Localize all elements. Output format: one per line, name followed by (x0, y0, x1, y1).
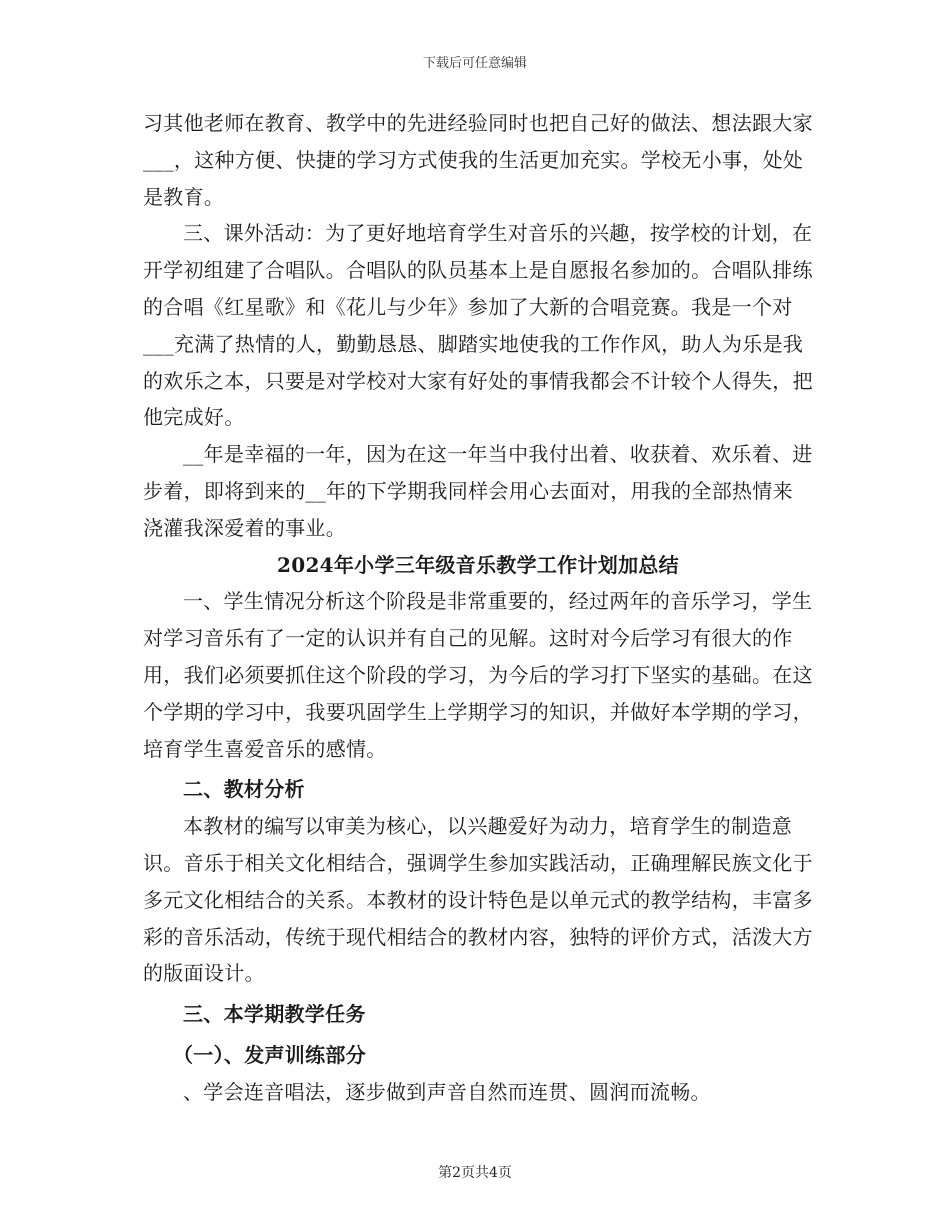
subheading-vocal-training: （一）、发声训练部分 (173, 1042, 366, 1067)
paragraph-textbook-analysis: 本教材的编写以审美为核心，以兴趣爱好为动力，培育学生的制造意识。音乐于相关文化相结合，强调学生参加实践活动，正确理解民族文化于多元文化相结合的关系。本教材的设计特色是以单元式的教学结构，丰富多彩的音乐活动，传统于现代相结合的教材内容，独特的评价方式，活泼大方的版面设计。 (143, 814, 813, 986)
paragraph-legato-singing: 、学会连音唱法，逐步做到声音自然而连贯、圆润而流畅。 (183, 1079, 711, 1104)
paragraph-extracurricular: 三、课外活动：为了更好地培育学生对音乐的兴趣，按学校的计划，在开学初组建了合唱队。合唱队的队员基本上是自愿报名参加的。合唱队排练的合唱《红星歌》和《花儿与少年》参加了大新的合唱竞赛。我是一个对___充满了热情的人，勤勤恳恳、脚踏实地使我的工作作风，助人为乐是我的欢乐之本，只要是对学校对大家有好处的事情我都会不计较个人得失，把他完成好。 (143, 221, 813, 430)
page-footer: 第2页共4页 (438, 1165, 512, 1181)
page-header: 下载后可任意编辑 (422, 56, 527, 71)
document-body (143, 105, 813, 1111)
heading-textbook-analysis: 二、教材分析 (183, 777, 305, 802)
paragraph-year-summary: __年是幸福的一年，因为在这一年当中我付出着、收获着、欢乐着、进步着，即将到来的__年的下学期我同样会用心去面对，用我的全部热情来浇灌我深爱着的事业。 (143, 442, 813, 540)
paragraph-continuation: 习其他老师在教育、教学中的先进经验同时也把自己好的做法、想法跟大家___，这种方便、快捷的学习方式使我的生活更加充实。学校无小事，处处是教育。 (143, 111, 813, 209)
heading-teaching-tasks: 三、本学期教学任务 (183, 1002, 366, 1027)
document-title: 2024年小学三年级音乐教学工作计划加总结 (277, 552, 679, 577)
paragraph-student-analysis: 一、学生情况分析这个阶段是非常重要的，经过两年的音乐学习，学生对学习音乐有了一定的认识并有自己的见解。这时对今后学习有很大的作用，我们必须要抓住这个阶段的学习，为今后的学习打下坚实的基础。在这个学期的学习中，我要巩固学生上学期学习的知识，并做好本学期的学习，培育学生喜爱音乐的感情。 (143, 589, 813, 761)
